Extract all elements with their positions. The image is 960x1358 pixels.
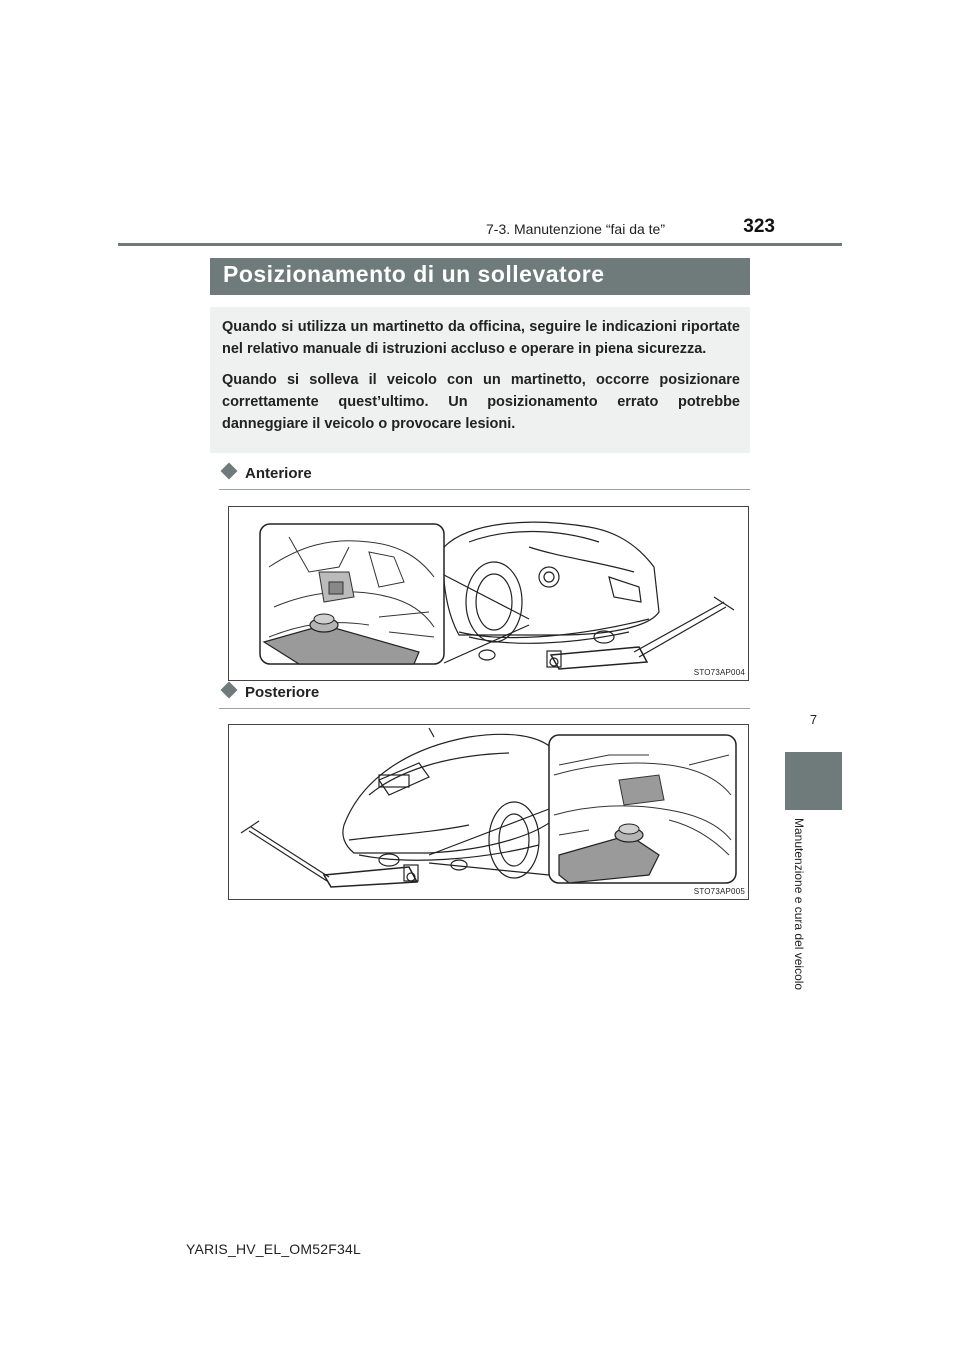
header-rule [118, 243, 842, 246]
heading-rear [219, 684, 750, 709]
section-title: 7-3. Manutenzione “fai da te” [486, 221, 665, 237]
figure-rear-jack [228, 724, 749, 900]
intro-paragraph-2: Quando si solleva il veicolo con un martinetto, occorre posizionare correttamente quest’ultimo. Un posizionamento errato potrebbe danneggiare il veicolo o provocare lesioni. [222, 372, 740, 432]
front-jack-illustration [229, 507, 749, 681]
intro-box [210, 307, 750, 453]
diamond-bullet-icon [221, 682, 238, 699]
document-code: YARIS_HV_EL_OM52F34L [186, 1241, 361, 1257]
heading-front-label: Anteriore [245, 465, 312, 482]
rear-jack-illustration [229, 725, 749, 900]
heading-rear-label: Posteriore [245, 684, 320, 701]
chapter-tab [785, 752, 842, 810]
figure-rear-code: STO73AP005 [693, 887, 745, 896]
heading-front [219, 465, 750, 490]
intro-paragraph-1: Quando si utilizza un martinetto da officina, seguire le indicazioni riportate nel relativo manuale di istruzioni accluso e operare in piena sicurezza. [222, 319, 740, 357]
page-title: Posizionamento di un sollevatore [210, 258, 750, 295]
chapter-title: Manutenzione e cura del veicolo [792, 818, 806, 991]
figure-front-jack [228, 506, 749, 681]
figure-front-code: STO73AP004 [693, 668, 745, 677]
page-number: 323 [743, 216, 775, 237]
chapter-number: 7 [809, 712, 818, 727]
diamond-bullet-icon [221, 463, 238, 480]
